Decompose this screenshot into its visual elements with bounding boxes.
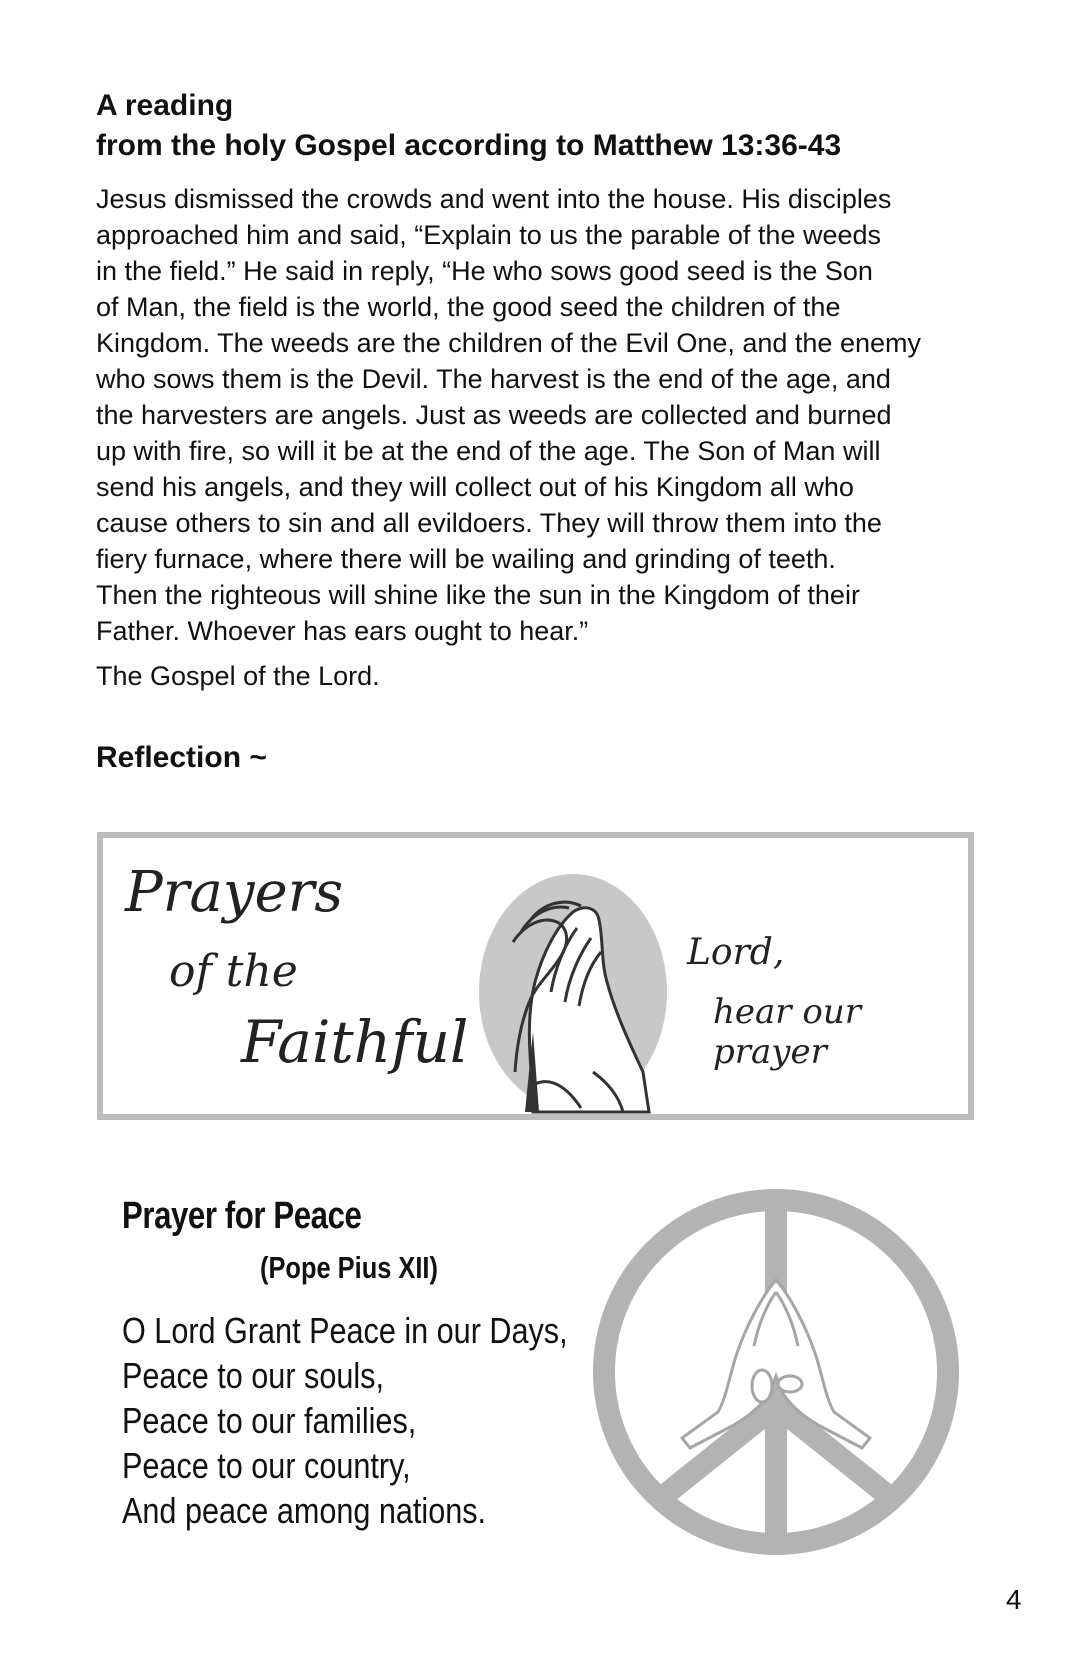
reading-line: up with fire, so will it be at the end of the age. The Son of Man will <box>96 436 881 466</box>
reading-line: the harvesters are angels. Just as weeds are collected and burned <box>96 400 892 430</box>
reading-line: of Man, the field is the world, the good seed the children of the <box>96 292 841 322</box>
reading-line: fiery furnace, where there will be wailing and grinding of teeth. <box>96 544 836 574</box>
reading-heading <box>96 86 1016 166</box>
banner-title-line3: Faithful <box>241 1008 469 1076</box>
praying-hands-icon <box>473 872 673 1118</box>
reading-line: Kingdom. The weeds are the children of the Evil One, and the enemy <box>96 328 921 358</box>
peace-sign-hands-icon <box>586 1186 966 1558</box>
reading-line: in the field.” He said in reply, “He who sows good seed is the Son <box>96 256 873 286</box>
reading-line: send his angels, and they will collect out of his Kingdom all who <box>96 472 854 502</box>
reading-line: Father. Whoever has ears ought to hear.” <box>96 616 589 646</box>
peace-line: Peace to our families, <box>122 1400 417 1441</box>
prayer-for-peace-author: (Pope Pius XII) <box>260 1250 438 1285</box>
prayer-for-peace-title: Prayer for Peace <box>122 1195 362 1237</box>
peace-line: Peace to our country, <box>122 1445 411 1486</box>
reading-heading-line1: A reading <box>96 89 234 122</box>
reading-line: Then the righteous will shine like the sun in the Kingdom of their <box>96 580 860 610</box>
banner-title-line2: of the <box>169 946 298 997</box>
prayers-of-the-faithful-banner <box>97 832 974 1120</box>
banner-response-line2: hear our prayer <box>713 992 861 1072</box>
reflection-heading: Reflection ~ <box>96 741 267 774</box>
reading-line: Jesus dismissed the crowds and went into the house. His disciples <box>96 184 892 214</box>
banner-title-line1: Prayers <box>125 860 344 925</box>
gospel-closing: The Gospel of the Lord. <box>96 661 380 691</box>
prayer-for-peace-lines <box>122 1308 568 1533</box>
reading-line: cause others to sin and all evildoers. They will throw them into the <box>96 508 882 538</box>
page-number: 4 <box>1006 1584 1022 1615</box>
reading-body <box>96 181 1036 649</box>
reading-heading-line2: from the holy Gospel according to Matthew 13:36-43 <box>96 129 842 162</box>
reading-line: approached him and said, “Explain to us the parable of the weeds <box>96 220 882 250</box>
reading-line: who sows them is the Devil. The harvest is the end of the age, and <box>96 364 891 394</box>
banner-response-line1: Lord, <box>687 932 785 973</box>
peace-line: O Lord Grant Peace in our Days, <box>122 1310 568 1351</box>
peace-line: Peace to our souls, <box>122 1355 384 1396</box>
peace-line: And peace among nations. <box>122 1490 487 1531</box>
